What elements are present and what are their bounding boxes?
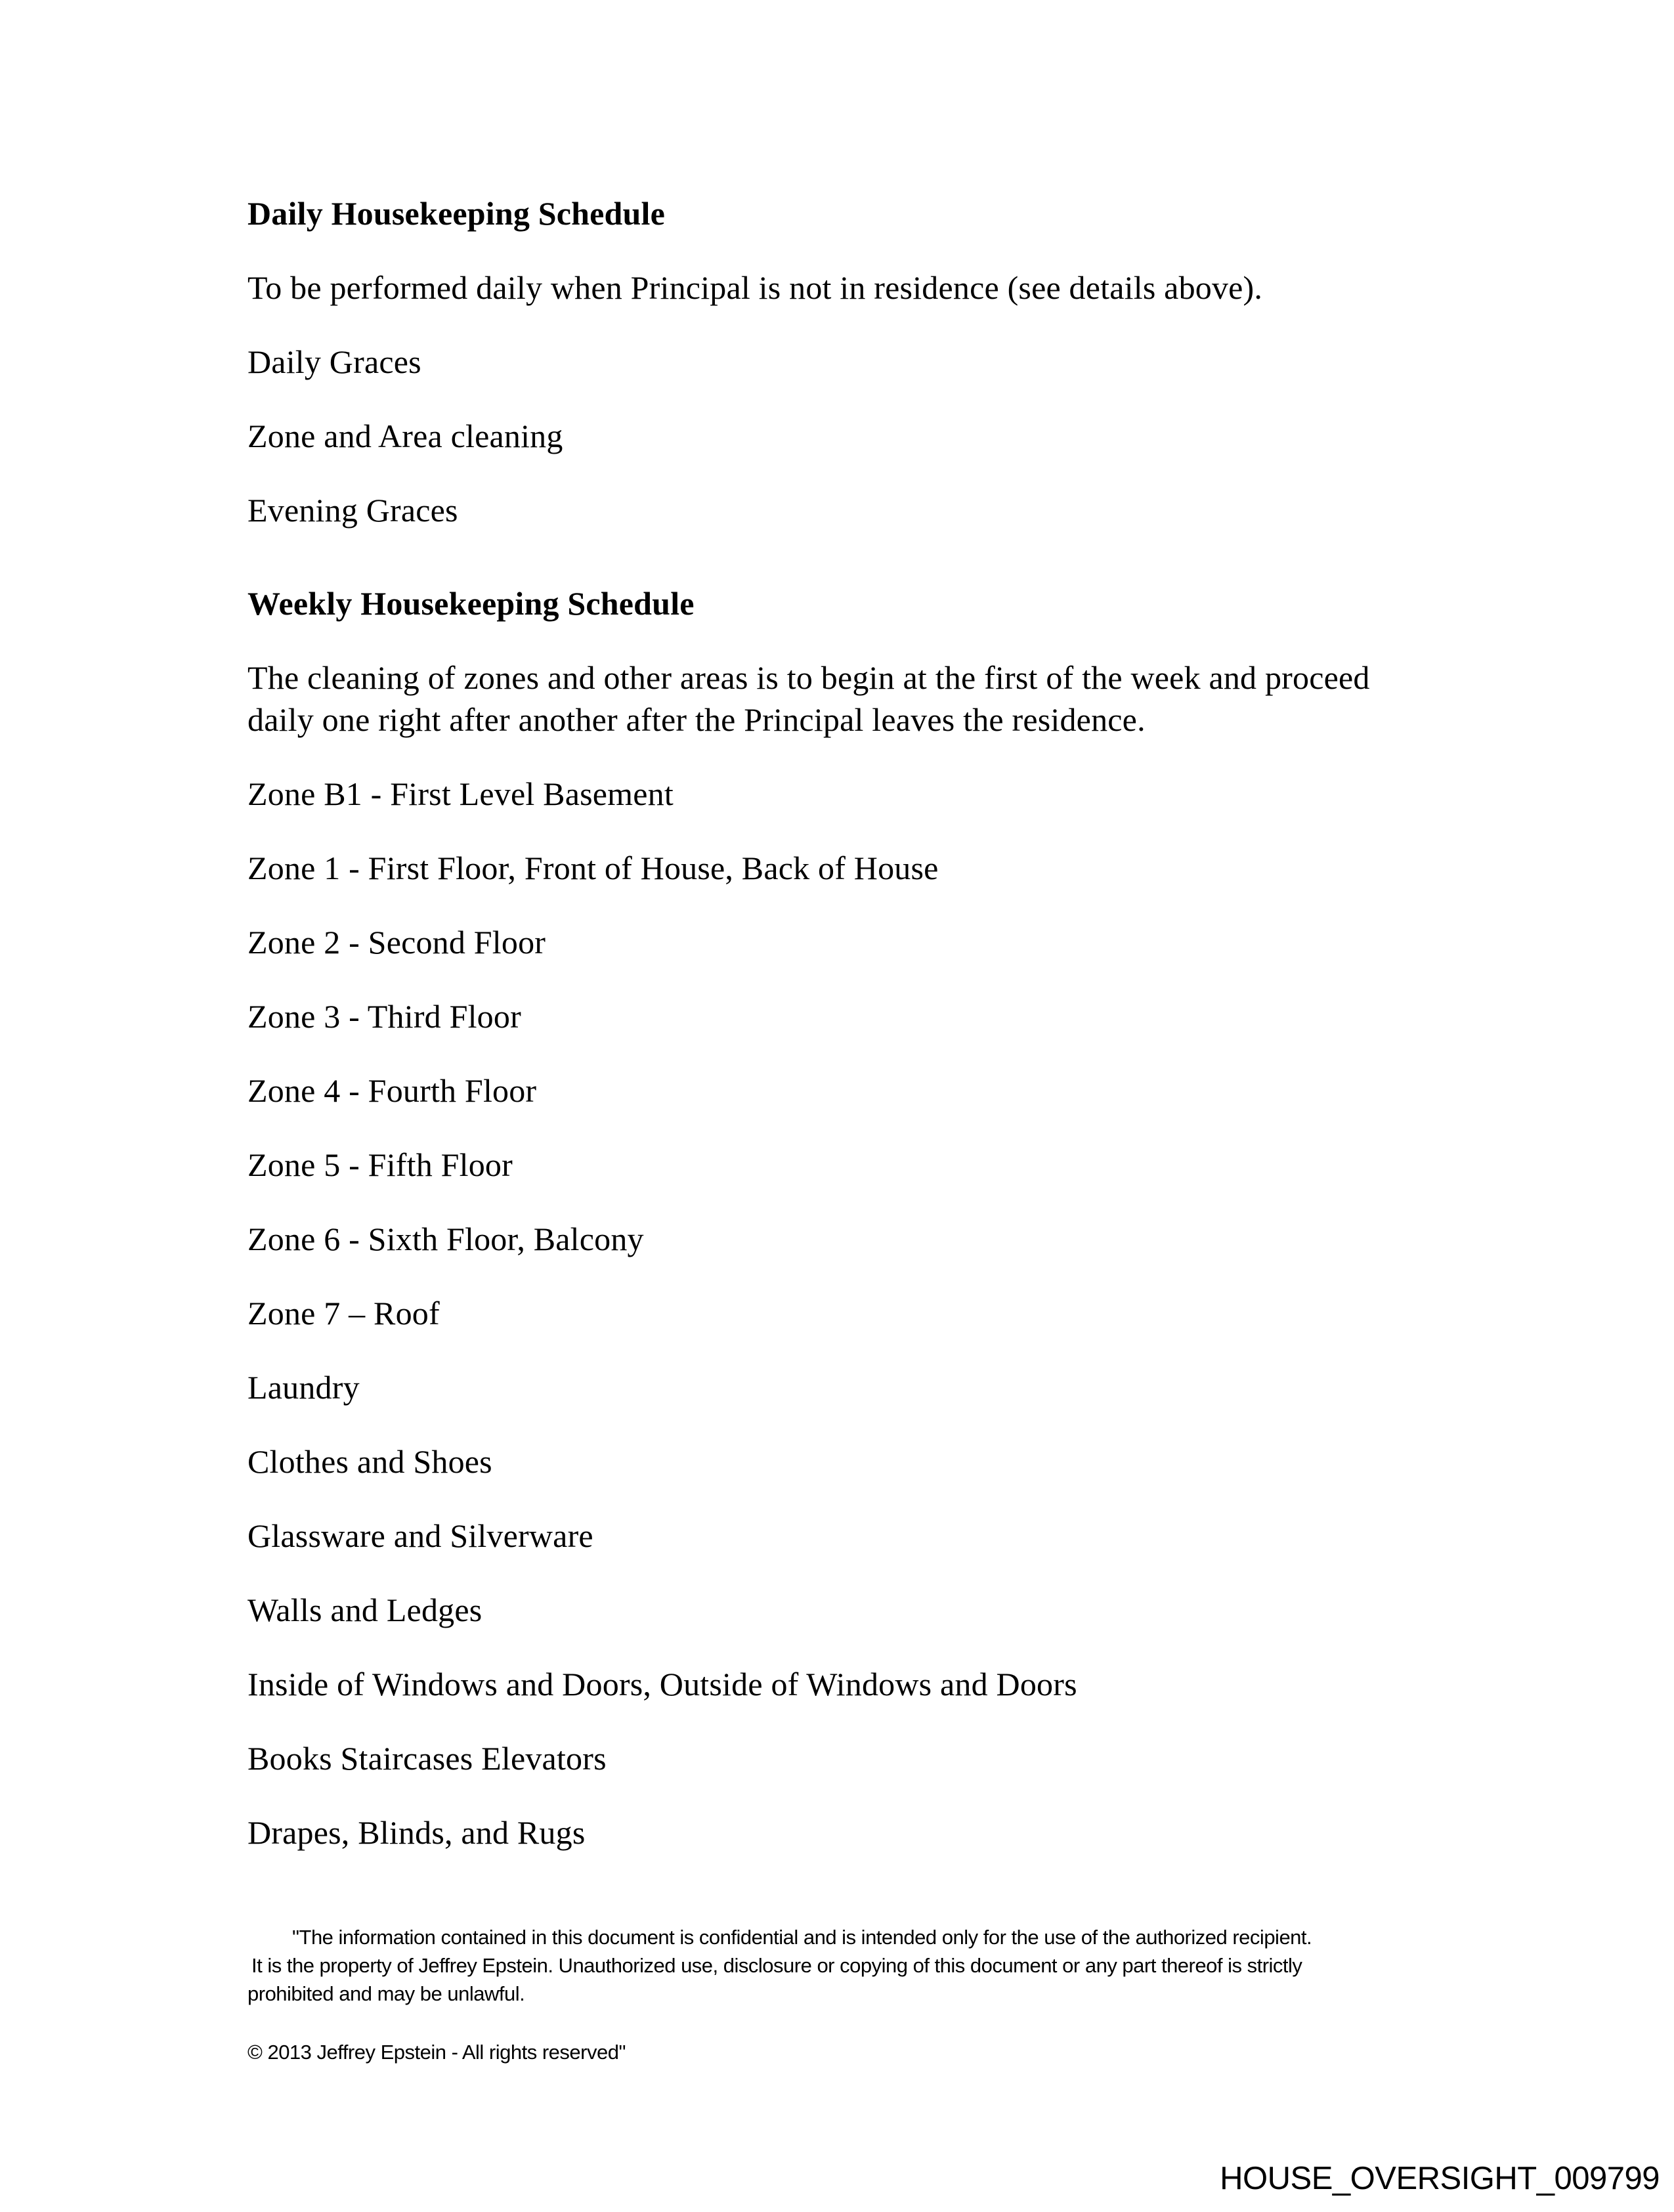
weekly-intro-line-1: The cleaning of zones and other areas is to begin at the first of the week and proceed — [247, 659, 1370, 696]
weekly-item-windows-doors: Inside of Windows and Doors, Outside of Windows and Doors — [247, 1666, 1077, 1702]
copyright-line: © 2013 Jeffrey Epstein - All rights reserved" — [247, 2041, 626, 2064]
zone-item-3: Zone 3 - Third Floor — [247, 998, 521, 1035]
zone-item-2: Zone 2 - Second Floor — [247, 924, 546, 961]
zone-item-4: Zone 4 - Fourth Floor — [247, 1072, 537, 1109]
weekly-item-drapes-blinds-rugs: Drapes, Blinds, and Rugs — [247, 1814, 586, 1851]
daily-intro: To be performed daily when Principal is not in residence (see details above). — [247, 269, 1263, 306]
weekly-item-clothes-shoes: Clothes and Shoes — [247, 1443, 492, 1480]
weekly-schedule-heading: Weekly Housekeeping Schedule — [247, 585, 695, 622]
weekly-item-walls-ledges: Walls and Ledges — [247, 1592, 483, 1628]
disclaimer-line-2: It is the property of Jeffrey Epstein. Unauthorized use, disclosure or copying of this document or any part thereof is strictly — [251, 1954, 1302, 1977]
bates-number: HOUSE_OVERSIGHT_009799 — [1220, 2161, 1660, 2196]
daily-item-zone-area-cleaning: Zone and Area cleaning — [247, 418, 563, 454]
disclaimer-line-1: "The information contained in this document is confidential and is intended only for the use of the authorized recipient. — [292, 1926, 1312, 1949]
confidentiality-footer — [247, 1923, 1423, 2008]
zone-item-b1: Zone B1 - First Level Basement — [247, 775, 674, 812]
zone-item-5: Zone 5 - Fifth Floor — [247, 1146, 513, 1183]
weekly-item-glassware-silverware: Glassware and Silverware — [247, 1517, 593, 1554]
daily-item-graces: Daily Graces — [247, 343, 421, 380]
zone-item-1: Zone 1 - First Floor, Front of House, Back of House — [247, 850, 939, 886]
weekly-intro-line-2: daily one right after another after the Principal leaves the residence. — [247, 701, 1146, 738]
daily-item-evening-graces: Evening Graces — [247, 492, 458, 529]
disclaimer-line-3: prohibited and may be unlawful. — [247, 1982, 525, 2005]
weekly-item-books-staircases-elevators: Books Staircases Elevators — [247, 1740, 607, 1777]
document-body — [247, 192, 1429, 1886]
weekly-item-laundry: Laundry — [247, 1369, 360, 1406]
zone-item-7: Zone 7 – Roof — [247, 1295, 440, 1332]
zone-item-6: Zone 6 - Sixth Floor, Balcony — [247, 1221, 644, 1257]
daily-schedule-heading: Daily Housekeeping Schedule — [247, 195, 666, 232]
